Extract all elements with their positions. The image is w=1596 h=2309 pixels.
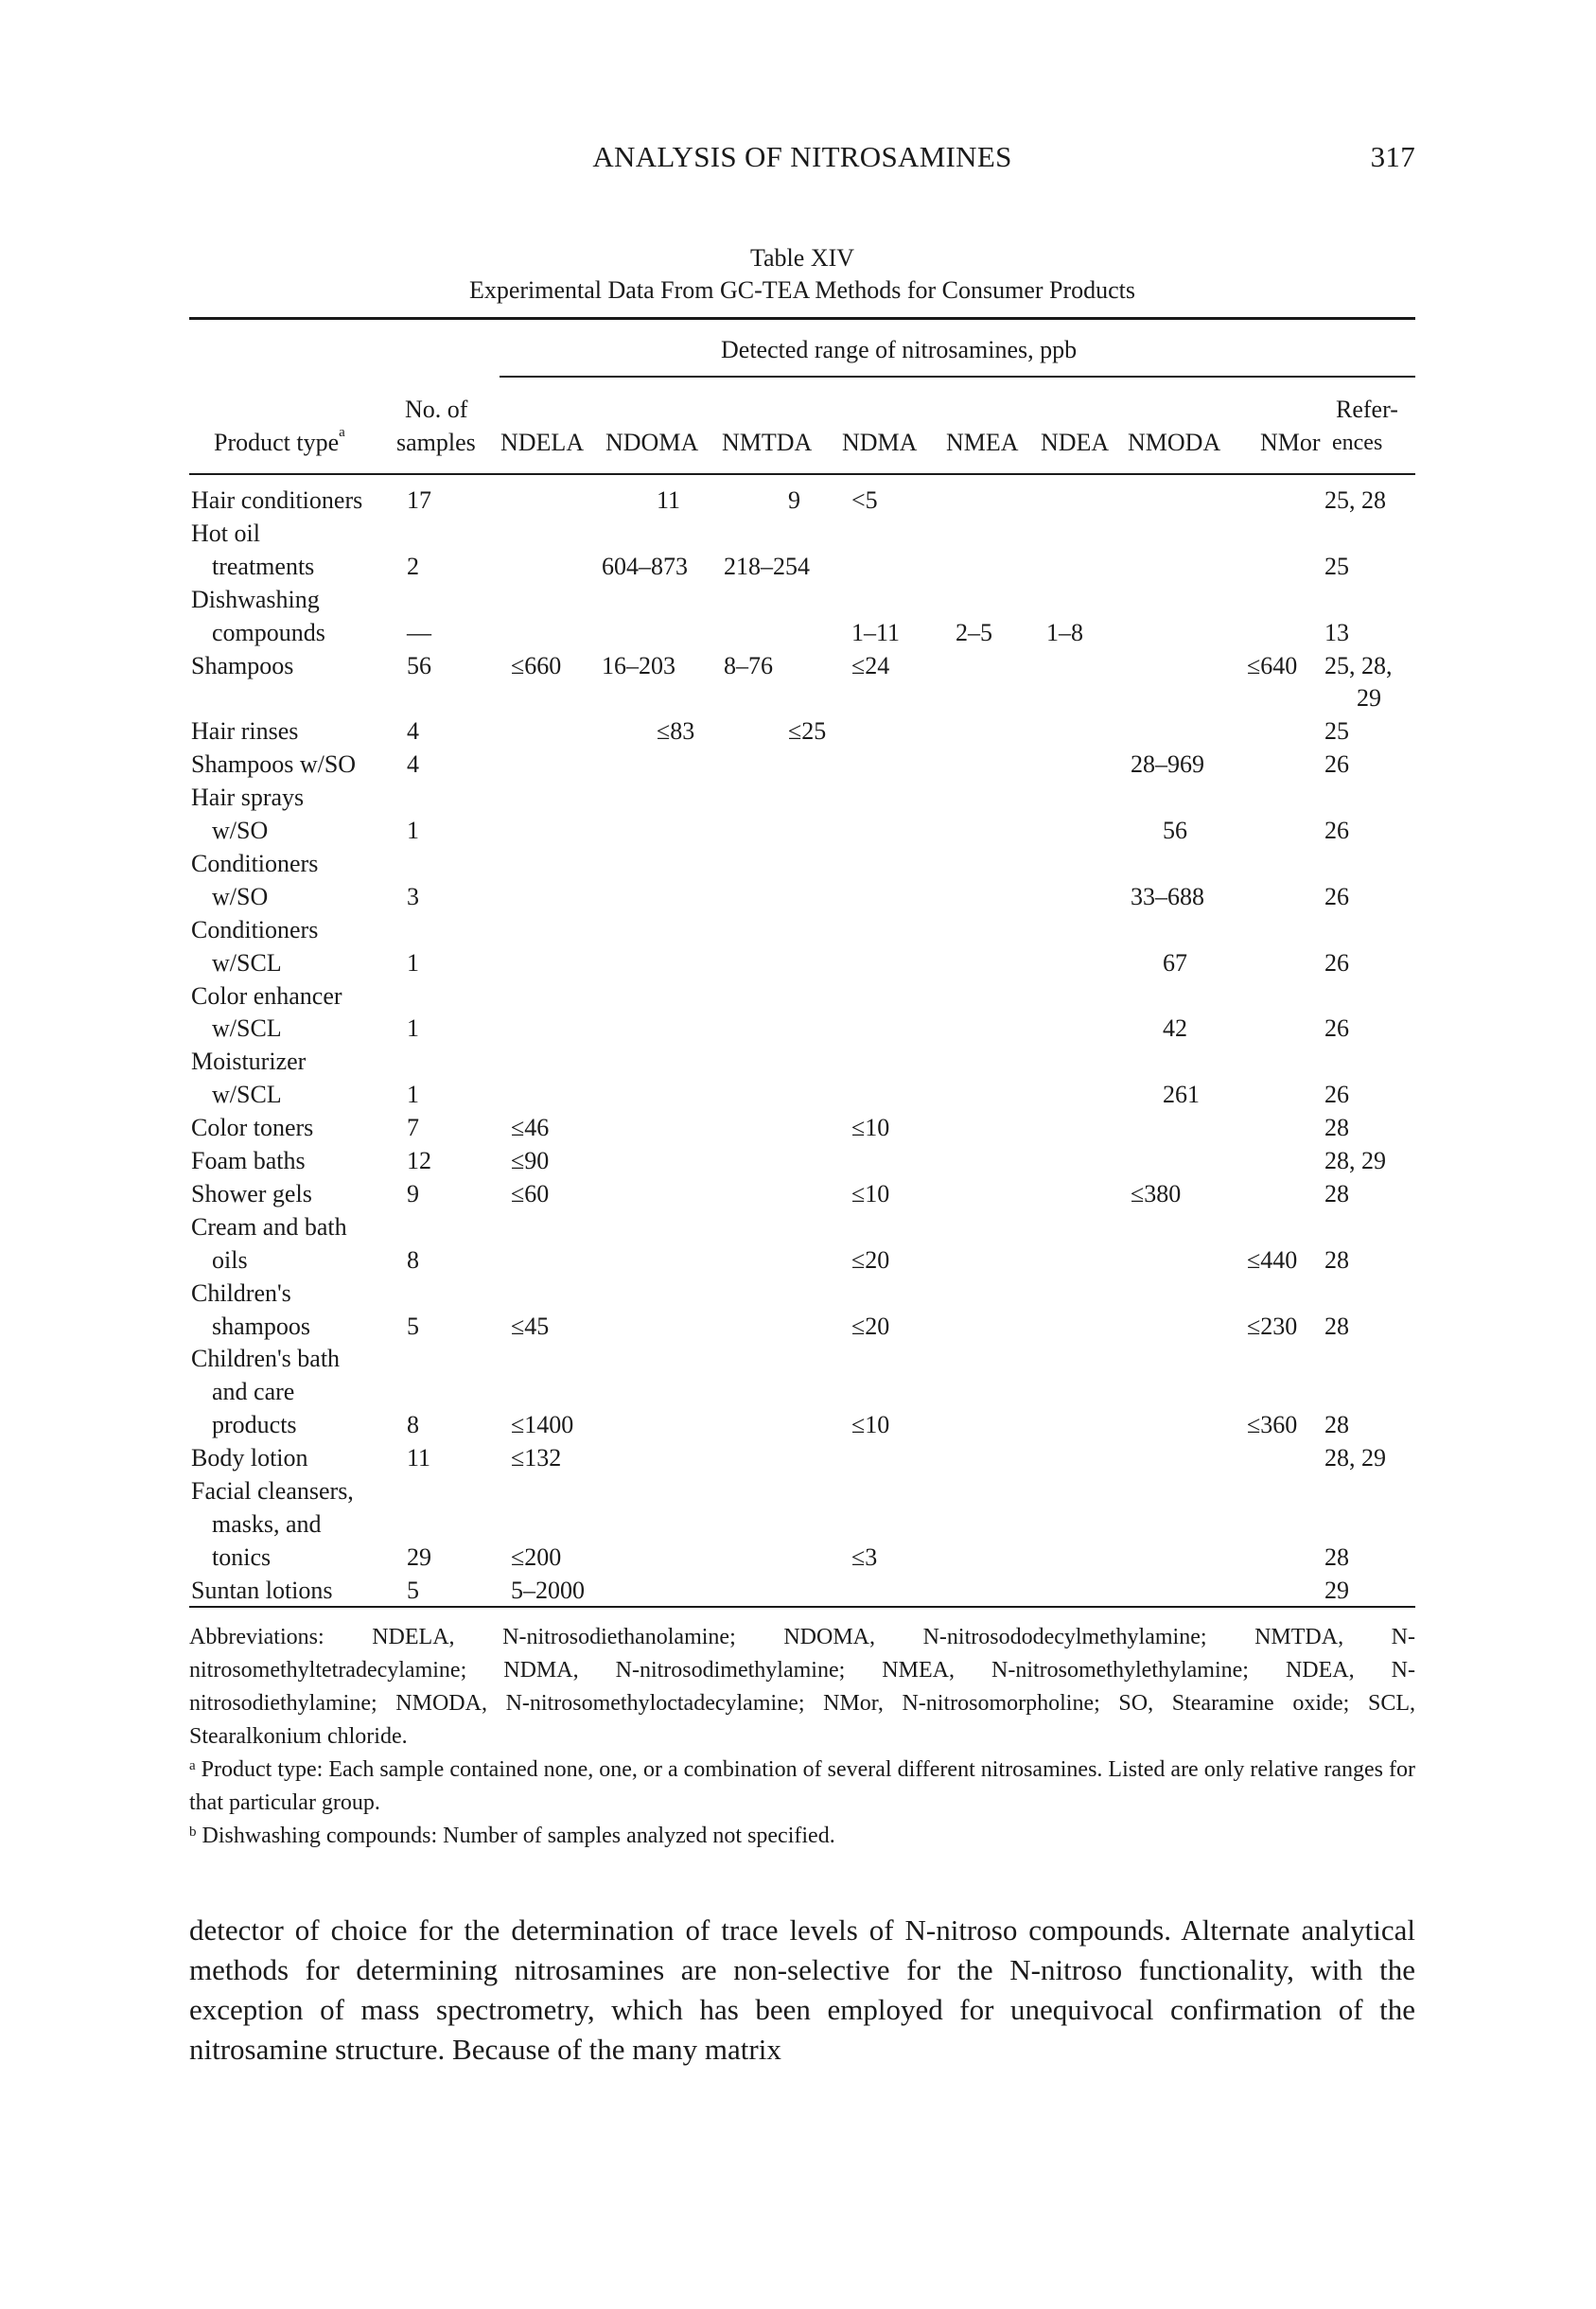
col-header-references-1: Refer- bbox=[1336, 396, 1398, 423]
cell-samples: 17 bbox=[407, 486, 431, 514]
spanner-heading: Detected range of nitrosamines, ppb bbox=[721, 336, 1078, 363]
footnote-a bbox=[189, 1754, 1415, 1820]
row-product-line: and care bbox=[212, 1378, 295, 1406]
cell-samples: 11 bbox=[407, 1444, 431, 1472]
table-label: Table XIV bbox=[749, 244, 855, 272]
cell-ndela: ≤660 bbox=[511, 651, 562, 679]
row-product-line: w/SO bbox=[212, 882, 269, 910]
col-header-samples-2: samples bbox=[396, 429, 476, 456]
col-header-nmtda: NMTDA bbox=[722, 429, 813, 456]
cell-ndma: ≤24 bbox=[851, 651, 890, 679]
cell-samples: 8 bbox=[407, 1411, 419, 1439]
cell-ndma: 1–11 bbox=[851, 618, 901, 646]
row-product-line: Body lotion bbox=[191, 1444, 308, 1472]
row-product-line: Conditioners bbox=[191, 849, 319, 877]
row-product-line: Suntan lotions bbox=[191, 1576, 333, 1604]
cell-samples: 1 bbox=[407, 817, 419, 844]
cell-ndoma: 16–203 bbox=[602, 651, 675, 679]
cell-nmtda: 8–76 bbox=[724, 651, 773, 679]
cell-ndela: 5–2000 bbox=[511, 1576, 585, 1604]
cell-samples: 4 bbox=[407, 750, 419, 779]
cell-ndela: ≤1400 bbox=[511, 1411, 574, 1439]
row-product-line: Foam baths bbox=[191, 1147, 306, 1174]
row-product-line: shampoos bbox=[212, 1312, 310, 1340]
cell-ndma: ≤10 bbox=[851, 1179, 890, 1207]
cell-nmoda: ≤380 bbox=[1131, 1179, 1182, 1207]
cell-ndoma: ≤83 bbox=[657, 717, 695, 746]
cell-references: 28, 29 bbox=[1324, 1147, 1386, 1174]
col-header-product-sup: a bbox=[339, 425, 345, 440]
row-product-line: Hair rinses bbox=[191, 717, 299, 746]
cell-nmoda: 28–969 bbox=[1131, 750, 1204, 779]
cell-ndela: ≤46 bbox=[511, 1114, 550, 1142]
row-product-line: w/SCL bbox=[212, 948, 282, 977]
row-product-line: w/SCL bbox=[212, 1081, 282, 1109]
row-product-line: Shower gels bbox=[191, 1179, 312, 1207]
cell-ndoma: 11 bbox=[657, 486, 681, 514]
cell-references: 28, 29 bbox=[1324, 1444, 1386, 1472]
header-bottom-rule bbox=[189, 473, 1415, 475]
cell-references: 25, 28 bbox=[1324, 486, 1386, 514]
footnote-b bbox=[189, 1820, 1415, 1853]
cell-samples: 7 bbox=[407, 1114, 419, 1142]
cell-samples: 1 bbox=[407, 1014, 419, 1043]
cell-samples: 5 bbox=[407, 1312, 419, 1340]
cell-references: 25 bbox=[1324, 717, 1349, 746]
cell-samples: 8 bbox=[407, 1245, 419, 1274]
row-product-line: Children's bbox=[191, 1278, 291, 1307]
col-header-ndela: NDELA bbox=[500, 429, 585, 456]
cell-references: 28 bbox=[1324, 1114, 1349, 1142]
row-product-line: Hot oil bbox=[191, 519, 260, 547]
row-product-line: Shampoos w/SO bbox=[191, 750, 357, 779]
col-header-ndea: NDEA bbox=[1041, 429, 1110, 456]
cell-ndma: ≤20 bbox=[851, 1245, 890, 1274]
row-product-line: Cream and bath bbox=[191, 1212, 347, 1241]
body-paragraph-text: detector of choice for the determination of trace levels of N-nitroso compounds. Alternate analytical methods for determining nitrosamines are non-selective for the N-nitroso functionality, with the exception of mass spectrometry, which has been employed for unequivocal confirmation of the nitrosamine structure. Because of the many matrix bbox=[189, 1913, 1415, 2066]
cell-references: 13 bbox=[1324, 618, 1349, 646]
cell-references: 28 bbox=[1324, 1542, 1349, 1571]
cell-ndela: ≤132 bbox=[511, 1444, 562, 1472]
cell-nmtda: 9 bbox=[788, 486, 800, 514]
cell-references: 28 bbox=[1324, 1411, 1349, 1439]
row-product-line: oils bbox=[212, 1245, 248, 1274]
cell-ndela: ≤200 bbox=[511, 1542, 562, 1571]
table-bottom-rule bbox=[189, 1606, 1415, 1608]
col-header-references-2: ences bbox=[1332, 431, 1383, 455]
row-product-line: products bbox=[212, 1411, 297, 1439]
col-header-nmoda: NMODA bbox=[1128, 429, 1221, 456]
running-head-title: ANALYSIS OF NITROSAMINES bbox=[592, 140, 1012, 173]
cell-references: 26 bbox=[1324, 1014, 1349, 1043]
row-product-line: Dishwashing bbox=[191, 585, 320, 613]
cell-nmor: ≤230 bbox=[1247, 1312, 1298, 1340]
cell-samples: — bbox=[407, 618, 431, 646]
cell-references: 26 bbox=[1324, 750, 1349, 779]
cell-references: 26 bbox=[1324, 882, 1349, 910]
cell-samples: 5 bbox=[407, 1576, 419, 1604]
cell-nmtda: ≤25 bbox=[788, 717, 827, 746]
cell-ndela: ≤90 bbox=[511, 1147, 550, 1174]
col-header-product bbox=[214, 425, 345, 457]
cell-nmoda: 261 bbox=[1163, 1081, 1200, 1109]
row-product-line: Facial cleansers, bbox=[191, 1477, 354, 1505]
cell-samples: 9 bbox=[407, 1179, 419, 1207]
cell-references: 25, 28, bbox=[1324, 651, 1393, 679]
row-product-line: Color enhancer bbox=[191, 981, 342, 1010]
cell-nmor: ≤440 bbox=[1247, 1245, 1298, 1274]
table-footnotes bbox=[189, 1621, 1415, 1853]
col-header-ndoma: NDOMA bbox=[605, 429, 699, 456]
row-product-line: Children's bath bbox=[191, 1345, 341, 1373]
row-product-line: Conditioners bbox=[191, 915, 319, 943]
cell-ndea: 1–8 bbox=[1046, 618, 1083, 646]
col-header-ndma: NDMA bbox=[842, 429, 918, 456]
cell-nmor: ≤360 bbox=[1247, 1411, 1298, 1439]
row-product-line: w/SO bbox=[212, 817, 269, 844]
cell-references: 26 bbox=[1324, 1081, 1349, 1109]
col-header-nmea: NMEA bbox=[946, 429, 1019, 456]
cell-samples: 1 bbox=[407, 948, 419, 977]
col-header-product-text: Product type bbox=[214, 429, 340, 456]
body-paragraph bbox=[189, 1911, 1415, 2070]
cell-ndma: <5 bbox=[851, 486, 878, 514]
row-product-line: compounds bbox=[212, 618, 325, 646]
cell-references: 28 bbox=[1324, 1312, 1349, 1340]
cell-ndma: ≤3 bbox=[851, 1542, 878, 1571]
row-product-line: Hair conditioners bbox=[191, 486, 363, 514]
cell-ndela: ≤45 bbox=[511, 1312, 550, 1340]
row-product-line: Moisturizer bbox=[191, 1048, 307, 1076]
cell-references: 25 bbox=[1324, 552, 1349, 580]
cell-nmoda: 33–688 bbox=[1131, 882, 1204, 910]
cell-nmoda: 67 bbox=[1163, 948, 1187, 977]
cell-ndela: ≤60 bbox=[511, 1179, 550, 1207]
row-product-line: Color toners bbox=[191, 1114, 314, 1142]
row-product-line: masks, and bbox=[212, 1509, 322, 1538]
footnote-a-mark: a bbox=[189, 1758, 196, 1773]
cell-nmor: ≤640 bbox=[1247, 651, 1298, 679]
row-product-line: tonics bbox=[212, 1542, 272, 1571]
footnote-abbreviations: Abbreviations: NDELA, N-nitrosodiethanolamine; NDOMA, N-nitrosododecylmethylamine; NMTDA, N-nitrosomethyltetradecylamine; NDMA, N-nitrosodimethylamine; NMEA, N-nitrosomethylethylamine; NDEA, N-nitrosodiethylamine; NMODA, N-nitrosomethyloctadecylamine; NMor, N-nitrosomorpholine; SO, Stearamine oxide; SCL, Stearalkonium chloride. bbox=[189, 1625, 1415, 1749]
footnote-a-text: Product type: Each sample contained none, one, or a combination of several different nitrosamines. Listed are only relative ranges for that particular group. bbox=[189, 1757, 1415, 1815]
page-number: 317 bbox=[1370, 140, 1415, 173]
table-top-rule bbox=[189, 317, 1415, 320]
cell-nmoda: 56 bbox=[1163, 817, 1187, 844]
cell-samples: 56 bbox=[407, 651, 431, 679]
cell-ndoma: 604–873 bbox=[602, 552, 688, 580]
cell-references: 26 bbox=[1324, 817, 1349, 844]
row-product-line: w/SCL bbox=[212, 1014, 282, 1043]
cell-ndma: ≤10 bbox=[851, 1114, 890, 1142]
cell-samples: 12 bbox=[407, 1147, 431, 1174]
cell-ndma: ≤20 bbox=[851, 1312, 890, 1340]
footnote-b-text: Dishwashing compounds: Number of samples analyzed not specified. bbox=[196, 1824, 835, 1848]
cell-samples: 3 bbox=[407, 882, 419, 910]
cell-references: 29 bbox=[1324, 1576, 1349, 1604]
footnote-b-mark: b bbox=[189, 1824, 197, 1840]
cell-nmea: 2–5 bbox=[956, 618, 992, 646]
cell-references: 28 bbox=[1324, 1245, 1349, 1274]
cell-samples: 2 bbox=[407, 552, 419, 580]
col-header-samples-1: No. of bbox=[405, 396, 468, 423]
cell-samples: 1 bbox=[407, 1081, 419, 1109]
table-caption: Experimental Data From GC-TEA Methods for Consumer Products bbox=[468, 276, 1136, 304]
cell-samples: 29 bbox=[407, 1542, 431, 1571]
row-product-line: Hair sprays bbox=[191, 784, 305, 812]
row-product-line: Shampoos bbox=[191, 651, 294, 679]
col-header-nmor: NMor bbox=[1260, 429, 1321, 456]
cell-samples: 4 bbox=[407, 717, 419, 746]
cell-references: 29 bbox=[1357, 684, 1381, 713]
cell-nmoda: 42 bbox=[1163, 1014, 1187, 1043]
spanner-rule bbox=[500, 376, 1415, 378]
cell-references: 28 bbox=[1324, 1179, 1349, 1207]
cell-ndma: ≤10 bbox=[851, 1411, 890, 1439]
cell-nmtda: 218–254 bbox=[724, 552, 810, 580]
cell-references: 26 bbox=[1324, 948, 1349, 977]
row-product-line: treatments bbox=[212, 552, 315, 580]
